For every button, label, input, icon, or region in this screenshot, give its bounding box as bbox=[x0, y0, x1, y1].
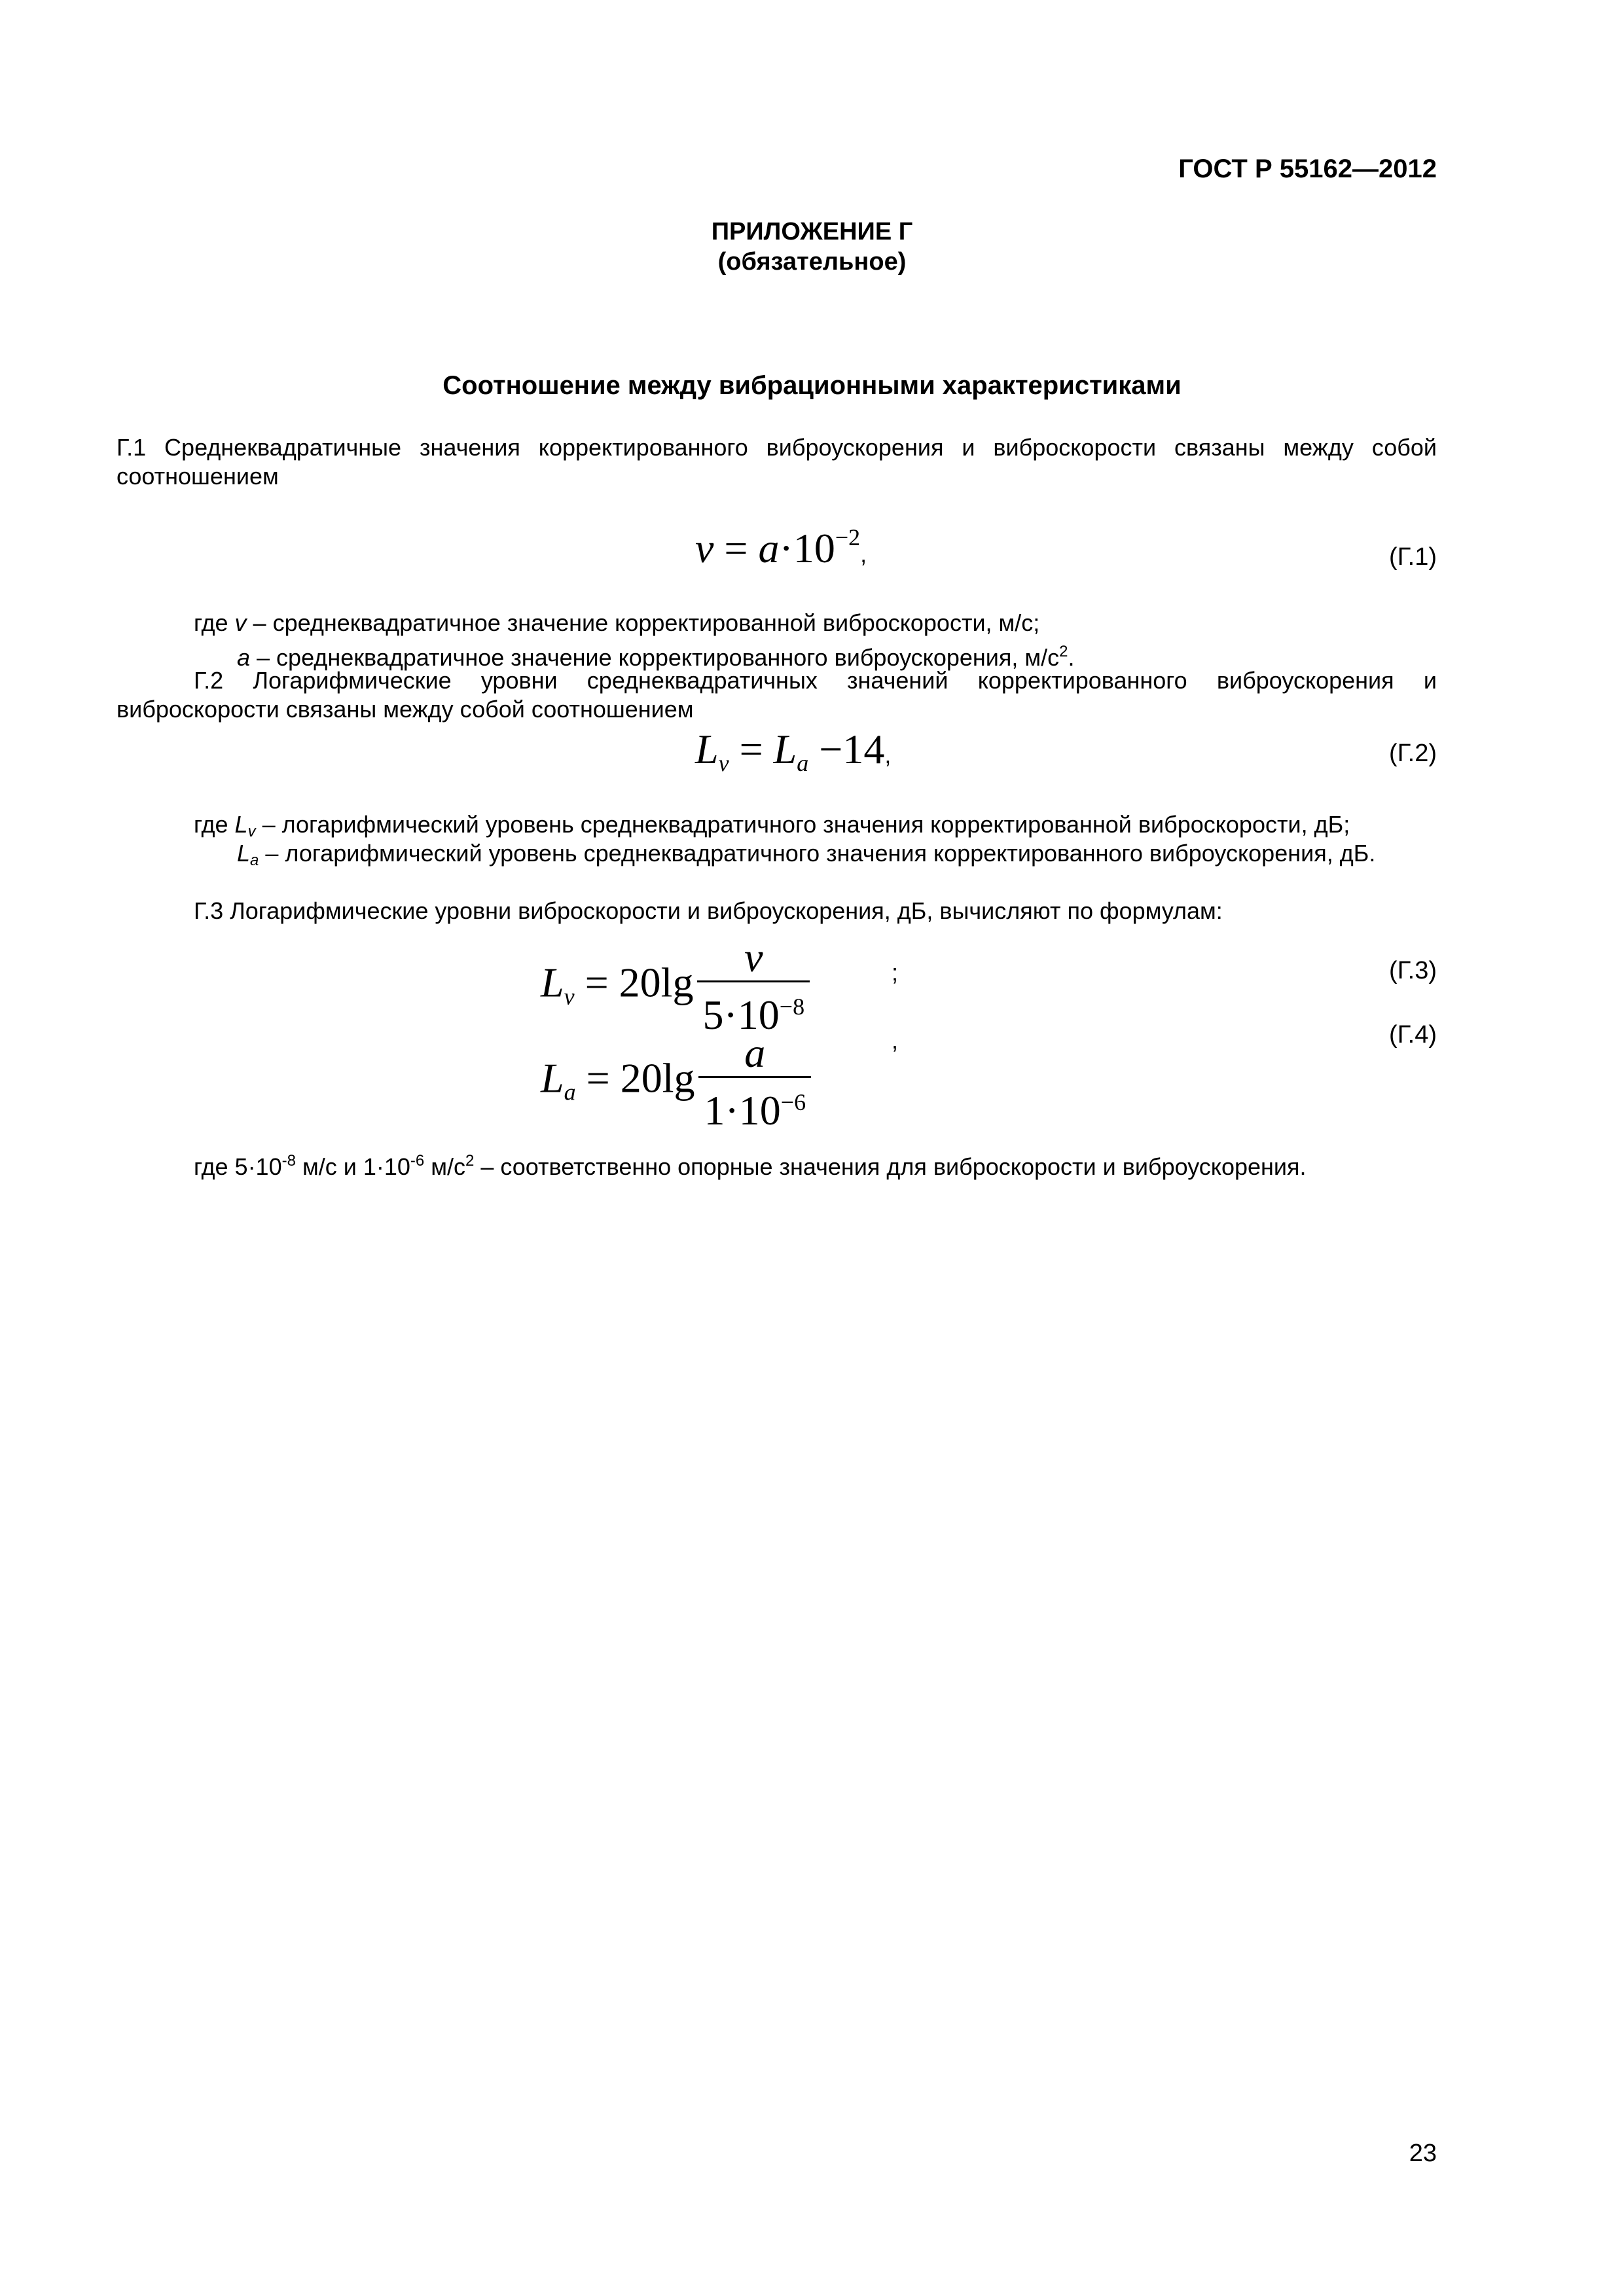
eq-var-v: v bbox=[695, 525, 714, 571]
eq3-den-base: 5·10 bbox=[702, 992, 780, 1038]
eq3-lg: = 20lg bbox=[574, 959, 694, 1006]
a-description-end: . bbox=[1068, 644, 1075, 671]
eq4-fraction bbox=[698, 1030, 811, 1135]
symbol-La: L bbox=[237, 840, 251, 867]
paragraph-g2: Г.2 Логарифмические уровни среднеквадратичных значений корректированного виброускорения и виброскорости связаны между собой соотношением bbox=[117, 667, 1437, 723]
equation-g4 bbox=[541, 1030, 811, 1135]
eq4-den-base: 1·10 bbox=[704, 1087, 781, 1134]
v-description: – среднеквадратичное значение корректированной виброскорости, м/с; bbox=[246, 609, 1040, 636]
eq3-den-exp: −8 bbox=[779, 994, 805, 1020]
document-code: ГОСТ Р 55162—2012 bbox=[1178, 154, 1437, 183]
eq4-L: L bbox=[541, 1054, 564, 1102]
eq-comma: , bbox=[860, 541, 867, 567]
note-part2: м/с и 1·10 bbox=[295, 1153, 410, 1180]
eq-var-a: a bbox=[758, 525, 780, 571]
section-title: Соотношение между вибрационными характеристиками bbox=[442, 371, 1182, 400]
where-prefix: где bbox=[194, 609, 235, 636]
note-sup1: -8 bbox=[281, 1152, 296, 1170]
eq4-lg: = 20lg bbox=[575, 1054, 695, 1102]
paragraph-g1: Г.1 Среднеквадратичные значения корректированного виброускорения и виброскорости связаны между собой соотношением bbox=[117, 434, 1437, 490]
appendix-status: (обязательное) bbox=[717, 248, 907, 276]
reference-values-note bbox=[194, 1147, 1307, 1181]
a-description: – среднеквадратичное значение корректированного виброускорения, м/с bbox=[250, 644, 1060, 671]
symbol-v: v bbox=[234, 609, 247, 636]
eq-power-base: ·10 bbox=[779, 525, 835, 571]
eq2-L1: L bbox=[695, 726, 719, 772]
eq2-sub-v: v bbox=[718, 750, 729, 776]
equation-g2 bbox=[695, 725, 891, 777]
equation-g1 bbox=[695, 524, 867, 573]
Lv-description: – логарифмический уровень среднеквадратичного значения корректированной виброскорости, дБ; bbox=[255, 811, 1350, 838]
eq4-den-exp: −6 bbox=[780, 1089, 806, 1115]
note-sup2: -6 bbox=[410, 1152, 425, 1170]
eq3-fraction bbox=[697, 935, 810, 1039]
eq2-L2: L bbox=[773, 726, 797, 772]
eq4-denominator bbox=[698, 1076, 811, 1135]
eq2-minus-14: −14 bbox=[808, 726, 885, 772]
eq2-sub-a: a bbox=[797, 750, 809, 776]
where-v-definition bbox=[194, 609, 1039, 637]
equation-g3 bbox=[541, 935, 810, 1039]
appendix-title: ПРИЛОЖЕНИЕ Г bbox=[711, 218, 913, 245]
eq-exponent: −2 bbox=[835, 524, 861, 550]
where2-prefix: где bbox=[194, 811, 235, 838]
where-La-definition bbox=[117, 839, 1437, 875]
symbol-Lv: L bbox=[234, 811, 248, 838]
symbol-a: a bbox=[237, 644, 251, 671]
symbol-La-sub: a bbox=[250, 852, 259, 869]
equation-number-g3: (Г.3) bbox=[1389, 957, 1437, 984]
eq2-equals: = bbox=[729, 726, 774, 772]
equation-number-g1: (Г.1) bbox=[1389, 543, 1437, 571]
eq3-numerator: v bbox=[744, 934, 763, 980]
equation-number-g4: (Г.4) bbox=[1389, 1021, 1437, 1049]
paragraph-g3: Г.3 Логарифмические уровни виброскорости и виброускорения, дБ, вычисляют по формулам: bbox=[194, 897, 1223, 924]
eq2-comma: , bbox=[884, 742, 892, 768]
La-description: – логарифмический уровень среднеквадратичного значения корректированного виброускорения, дБ. bbox=[259, 840, 1376, 867]
eq4-numerator: a bbox=[744, 1030, 766, 1076]
eq4-comma: , bbox=[892, 1027, 899, 1054]
note-part1: где 5·10 bbox=[194, 1153, 282, 1180]
eq3-L: L bbox=[541, 959, 564, 1006]
note-part3: м/с bbox=[424, 1153, 465, 1180]
equation-number-g2: (Г.2) bbox=[1389, 740, 1437, 767]
eq4-sub-a: a bbox=[564, 1079, 576, 1105]
page-number: 23 bbox=[1409, 2140, 1437, 2167]
eq3-sub-v: v bbox=[564, 983, 575, 1010]
eq-equals: = bbox=[713, 525, 759, 571]
unit-superscript: 2 bbox=[1059, 643, 1068, 660]
eq3-semicolon: ; bbox=[892, 959, 899, 986]
symbol-Lv-sub: v bbox=[247, 823, 256, 840]
note-sup3: 2 bbox=[465, 1152, 475, 1170]
note-part4: – соответственно опорные значения для виброскорости и виброускорения. bbox=[474, 1153, 1307, 1180]
